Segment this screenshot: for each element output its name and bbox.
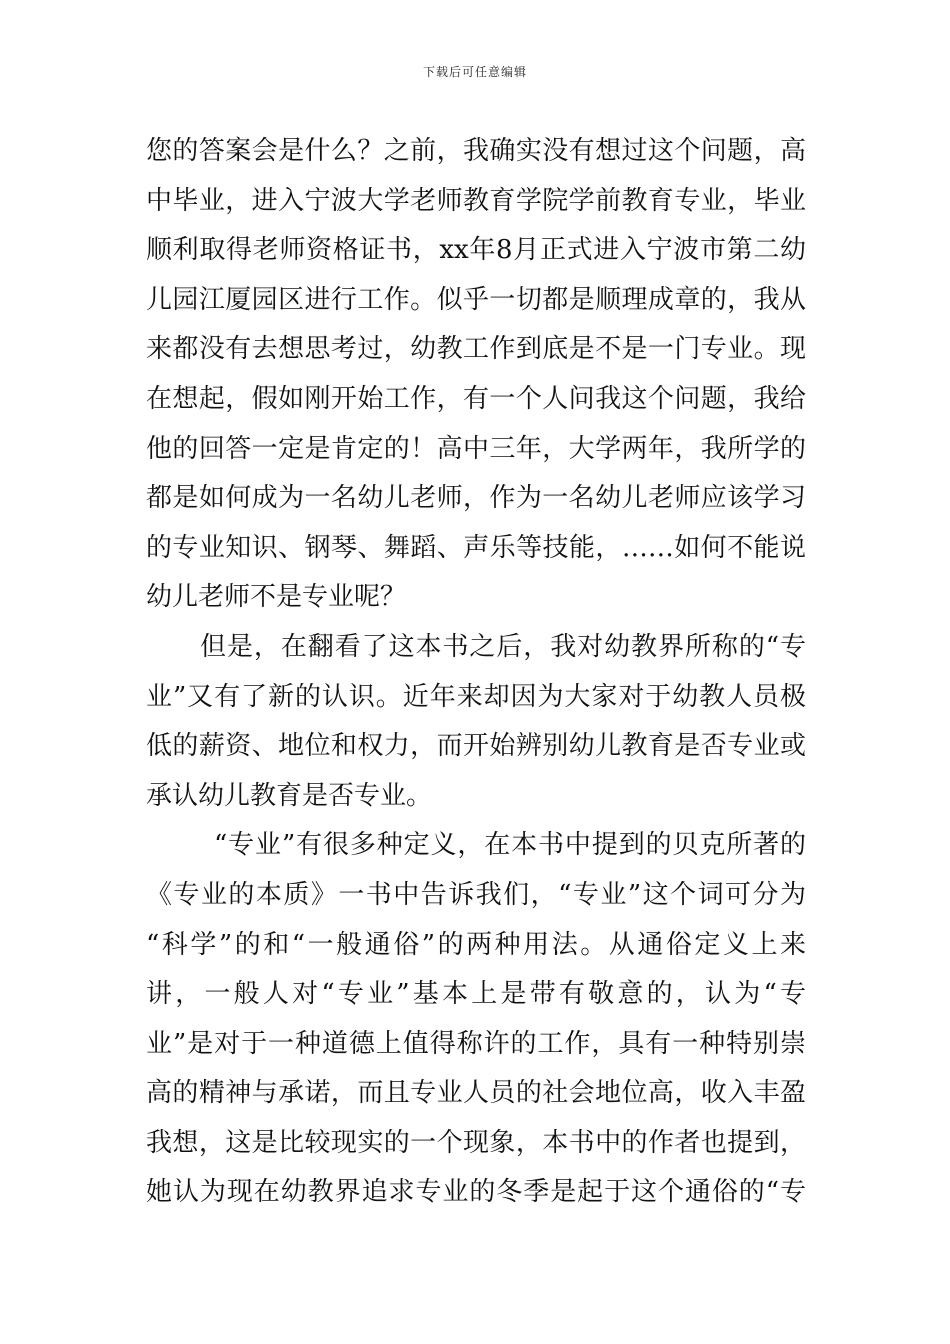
page-header: 下载后可任意编辑	[422, 65, 527, 79]
text-line: 来都没有去想思考过，幼教工作到底是不是一门专业。现	[146, 334, 806, 365]
text-line: 中毕业，进入宁波大学老师教育学院学前教育专业，毕业	[146, 185, 806, 216]
text-line: 低的薪资、地位和权力，而开始辨别幼儿教育是否专业或	[146, 731, 806, 762]
paragraph-3	[146, 821, 806, 1218]
text-line: 您的答案会是什么？之前，我确实没有想过这个问题，高	[146, 136, 806, 166]
text-line: 但是，在翻看了这本书之后，我对幼教界所称的“专	[200, 631, 806, 662]
text-line: “专业”有很多种定义，在本书中提到的贝克所著的	[214, 830, 806, 861]
paragraph-2	[146, 623, 806, 821]
document-body	[146, 127, 806, 1218]
text-line: 顺利取得老师资格证书，xx年8月正式进入宁波市第二幼	[146, 235, 806, 266]
text-line: 她认为现在幼教界追求专业的冬季是起于这个通俗的“专	[146, 1177, 806, 1208]
text-line: 我想，这是比较现实的一个现象，本书中的作者也提到，	[146, 1127, 806, 1158]
text-line: 讲，一般人对“专业”基本上是带有敬意的，认为“专	[146, 979, 806, 1010]
paragraph-1	[146, 127, 806, 623]
text-line: “科学”的和“一般通俗”的两种用法。从通俗定义上来	[146, 929, 806, 960]
text-line: 业”又有了新的认识。近年来却因为大家对于幼教人员极	[146, 681, 806, 712]
text-line: 《专业的本质》一书中告诉我们，“专业”这个词可分为	[146, 879, 806, 910]
text-line: 儿园江厦园区进行工作。似乎一切都是顺理成章的，我从	[146, 284, 806, 315]
text-line: 他的回答一定是肯定的！高中三年，大学两年，我所学的	[146, 433, 806, 464]
text-line: 业”是对于一种道德上值得称许的工作，具有一种特别崇	[146, 1028, 806, 1059]
text-line: 承认幼儿教育是否专业。	[146, 780, 433, 811]
text-line: 的专业知识、钢琴、舞蹈、声乐等技能，……如何不能说	[146, 532, 806, 563]
text-line: 高的精神与承诺，而且专业人员的社会地位高，收入丰盈	[146, 1078, 806, 1109]
text-line: 幼儿老师不是专业呢？	[146, 582, 407, 613]
text-line: 在想起，假如刚开始工作，有一个人问我这个问题，我给	[146, 383, 806, 414]
text-line: 都是如何成为一名幼儿老师，作为一名幼儿老师应该学习	[146, 483, 806, 514]
